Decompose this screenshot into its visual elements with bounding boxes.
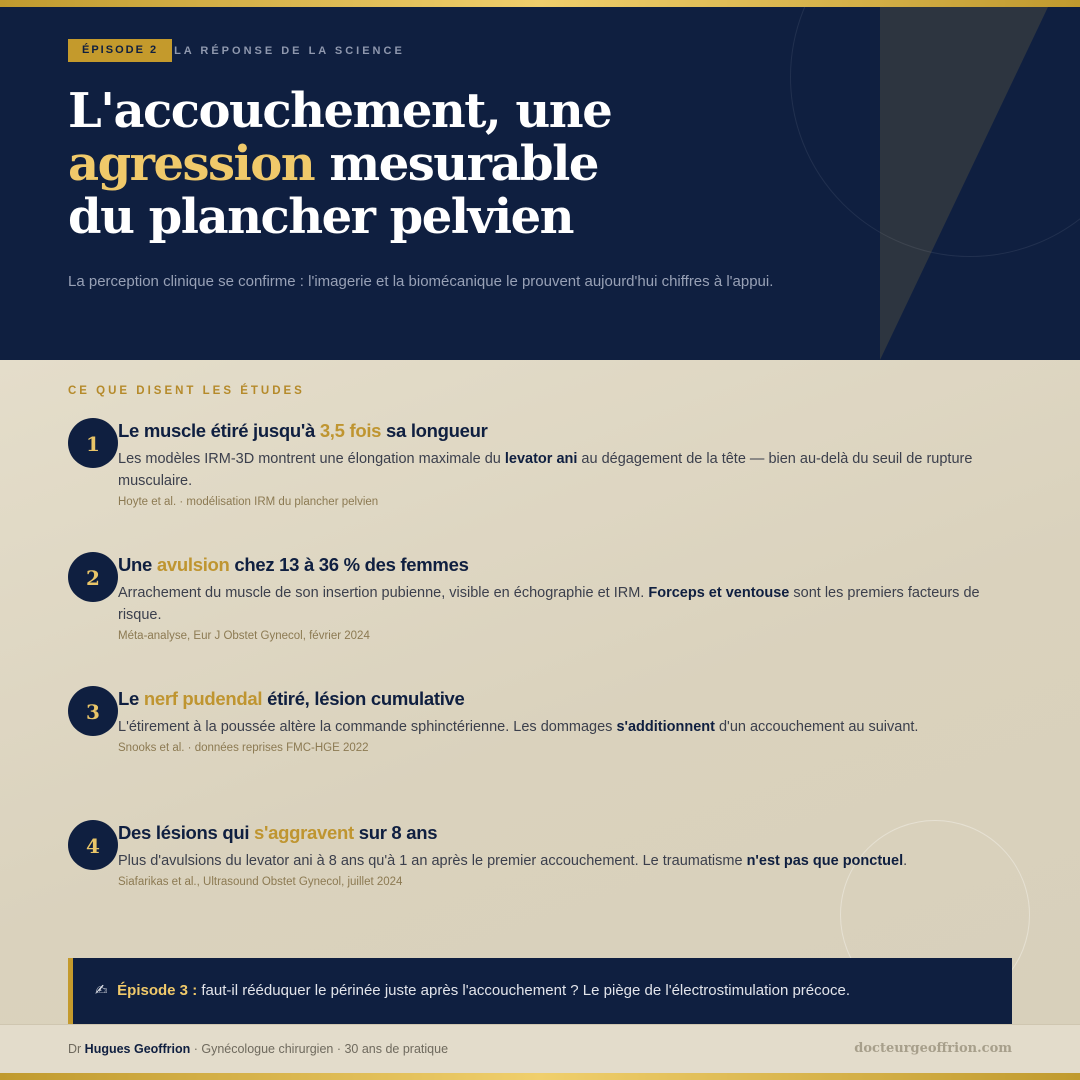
study-desc-bold: s'additionnent <box>616 719 715 735</box>
next-episode-text: faut-il rééduquer le périnée juste après l'accouchement ? Le piège de l'électrostimulation précoce. <box>197 982 850 999</box>
study-desc-text: . <box>903 853 908 869</box>
kicker-text: LA RÉPONSE DE LA SCIENCE <box>174 44 405 57</box>
bottom-gold-bar <box>0 1073 1080 1080</box>
author-credit <box>68 1042 448 1056</box>
study-source: Méta-analyse, Eur J Obstet Gynecol, février 2024 <box>118 630 370 642</box>
study-desc-text: au dégagement de la tête — bien au-delà du seuil de rupture musculaire. <box>118 451 973 489</box>
study-source: Snooks et al. · données reprises FMC-HGE 2022 <box>118 742 369 754</box>
study-title-text: Une <box>118 554 157 575</box>
study-title <box>118 687 988 711</box>
study-desc-bold: levator ani <box>504 451 578 467</box>
study-title-text: sur 8 ans <box>353 822 438 843</box>
episode-badge-row <box>68 39 405 62</box>
study-source: Siafarikas et al., Ultrasound Obstet Gynecol, juillet 2024 <box>118 876 403 888</box>
next-episode-label: Épisode 3 : <box>117 982 198 999</box>
author-name: Hugues Geoffrion <box>84 1042 191 1056</box>
website-link[interactable]: docteurgeoffrion.com <box>854 1041 1012 1056</box>
author-details: · Gynécologue chirurgien · 30 ans de pratique <box>190 1042 449 1056</box>
study-title <box>118 553 988 577</box>
study-title-text: Le <box>118 688 144 709</box>
study-number: 1 <box>68 418 118 468</box>
study-desc-text: d'un accouchement au suivant. <box>714 719 919 735</box>
study-title <box>118 419 988 443</box>
author-prefix: Dr <box>68 1042 85 1056</box>
study-item-4 <box>68 820 988 888</box>
title-line-1: L'accouchement, une <box>68 83 612 139</box>
study-number: 4 <box>68 820 118 870</box>
study-title-highlight: 3,5 fois <box>319 420 382 441</box>
study-item-2 <box>68 552 988 642</box>
next-episode-banner <box>68 958 1012 1024</box>
study-desc-text: Les modèles IRM-3D montrent une élongation maximale du <box>118 451 505 467</box>
section-label: CE QUE DISENT LES ÉTUDES <box>68 385 305 397</box>
study-description <box>118 582 988 626</box>
page-title <box>68 85 611 244</box>
title-line-3: du plancher pelvien <box>68 189 574 245</box>
hero-header <box>0 7 1080 360</box>
footer <box>0 1024 1080 1073</box>
study-title-text: Le muscle étiré jusqu'à <box>118 420 320 441</box>
study-description <box>118 448 988 492</box>
study-description <box>118 716 988 738</box>
study-desc-text: L'étirement à la poussée altère la commande sphinctérienne. Les dommages <box>118 719 617 735</box>
study-description <box>118 850 988 872</box>
study-title-highlight: nerf pudendal <box>143 688 263 709</box>
study-title-highlight: avulsion <box>156 554 230 575</box>
study-item-3 <box>68 686 988 754</box>
title-highlight: agression <box>68 136 315 192</box>
study-title-text: Des lésions qui <box>118 822 255 843</box>
study-title <box>118 821 988 845</box>
study-desc-text: Plus d'avulsions du levator ani à 8 ans qu'à 1 an après le premier accouchement. Le traumatisme <box>118 853 747 869</box>
study-desc-bold: n'est pas que ponctuel <box>746 853 904 869</box>
study-number: 3 <box>68 686 118 736</box>
subtitle: La perception clinique se confirme : l'imagerie et la biomécanique le prouvent aujourd'hui chiffres à l'appui. <box>68 273 774 290</box>
study-desc-text: sont les premiers facteurs de risque. <box>118 585 980 623</box>
pen-icon: ✍ <box>95 982 108 999</box>
study-desc-bold: Forceps et ventouse <box>648 585 790 601</box>
top-gold-bar <box>0 0 1080 7</box>
study-title-text: chez 13 à 36 % des femmes <box>229 554 469 575</box>
episode-badge: ÉPISODE 2 <box>68 39 172 62</box>
study-item-1 <box>68 418 988 508</box>
study-title-text: étiré, lésion cumulative <box>262 688 465 709</box>
study-source: Hoyte et al. · modélisation IRM du plancher pelvien <box>118 496 379 508</box>
study-title-text: sa longueur <box>381 420 488 441</box>
study-desc-text: Arrachement du muscle de son insertion pubienne, visible en échographie et IRM. <box>118 585 649 601</box>
title-line-2: mesurable <box>314 136 598 192</box>
study-number: 2 <box>68 552 118 602</box>
study-title-highlight: s'aggravent <box>254 822 354 843</box>
